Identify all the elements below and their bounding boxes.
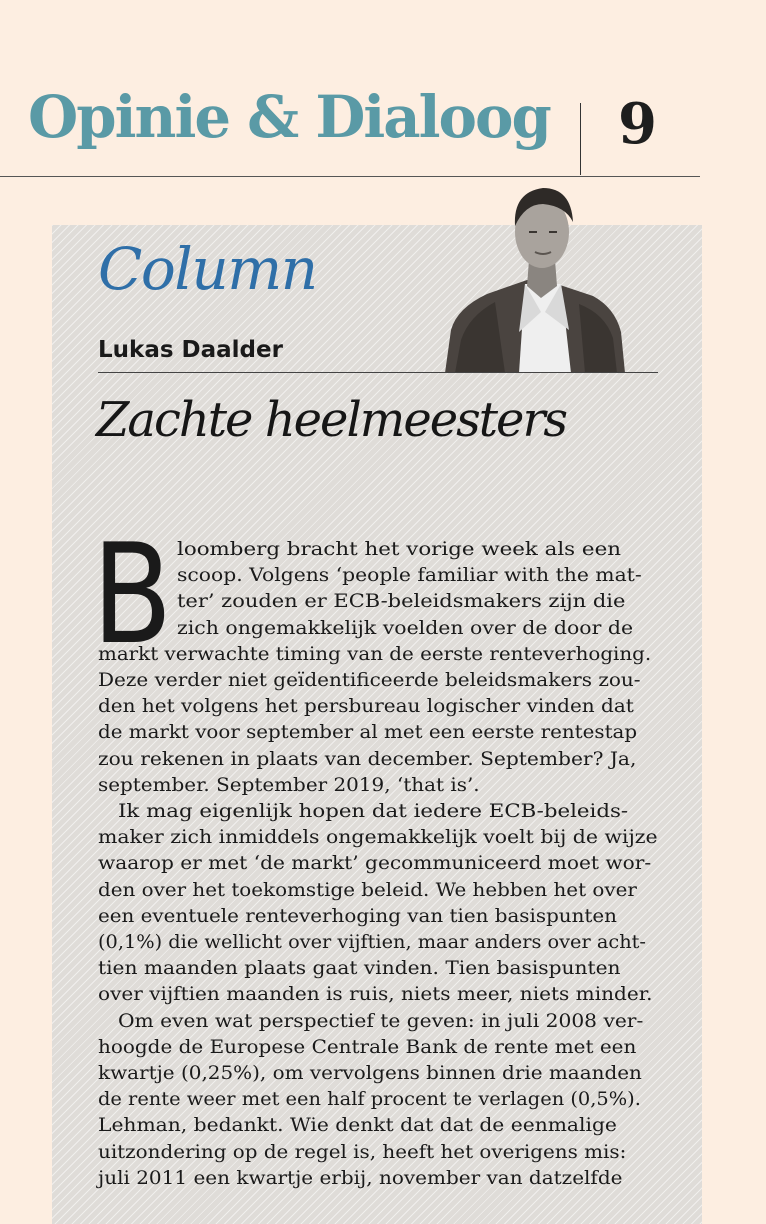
masthead-rule bbox=[0, 176, 700, 177]
article-line: Om even wat perspectief te geven: in juli 2008 ver- bbox=[118, 1009, 644, 1032]
article-line: tien maanden plaats gaat vinden. Tien basispunten bbox=[98, 957, 621, 980]
article-line: den het volgens het persbureau logischer vinden dat bbox=[98, 695, 634, 718]
article-line: een eventuele renteverhoging van tien basispunten bbox=[98, 904, 617, 927]
article-line: (0,1%) die wellicht over vijftien, maar anders over acht- bbox=[98, 931, 646, 953]
article-line: over vijftien maanden is ruis, niets meer, niets minder. bbox=[98, 983, 653, 1006]
article-line: juli 2011 een kwartje erbij, november van datzelfde bbox=[98, 1166, 623, 1189]
column-kicker: Column bbox=[98, 235, 317, 303]
article-line: de rente weer met een half procent te verlagen (0,5%). bbox=[98, 1088, 641, 1111]
article-line: waarop er met ‘de markt’ gecommuniceerd moet wor- bbox=[98, 852, 652, 875]
article-line: kwartje (0,25%), om vervolgens binnen drie maanden bbox=[98, 1062, 642, 1084]
article-line: september. September 2019, ‘that is’. bbox=[98, 773, 480, 796]
headline: Zachte heelmeesters bbox=[96, 392, 567, 448]
article-line: uitzondering op de regel is, heeft het overigens mis: bbox=[98, 1140, 627, 1163]
drop-cap: B bbox=[92, 514, 173, 675]
article-line: loomberg bracht het vorige week als een bbox=[177, 538, 621, 560]
article-line: de markt voor september al met een eerste rentestap bbox=[98, 721, 638, 744]
author-name: Lukas Daalder bbox=[98, 337, 283, 363]
article-line: zich ongemakkelijk voelden over de door de bbox=[177, 616, 634, 639]
article-line: den over het toekomstige beleid. We hebben het over bbox=[98, 878, 637, 901]
author-portrait-icon bbox=[445, 180, 625, 373]
masthead-divider bbox=[580, 103, 581, 175]
article-line: ter’ zouden er ECB-beleidsmakers zijn die bbox=[177, 590, 626, 613]
article-line: maker zich inmiddels ongemakkelijk voelt bij de wijze bbox=[98, 826, 658, 849]
section-masthead: Opinie & Dialoog bbox=[28, 83, 550, 151]
author-rule bbox=[98, 372, 658, 373]
article-line: zou rekenen in plaats van december. September? Ja, bbox=[98, 747, 637, 770]
article-line: hoogde de Europese Centrale Bank de rente met een bbox=[98, 1035, 637, 1058]
page-number: 9 bbox=[618, 91, 657, 157]
article-line: Lehman, bedankt. Wie denkt dat dat de eenmalige bbox=[98, 1114, 617, 1137]
article-line: scoop. Volgens ‘people familiar with the mat- bbox=[177, 564, 642, 587]
article-line: Deze verder niet geïdentificeerde beleidsmakers zou- bbox=[98, 669, 641, 691]
article-line: Ik mag eigenlijk hopen dat iedere ECB-beleids- bbox=[118, 800, 629, 822]
article-line: markt verwachte timing van de eerste renteverhoging. bbox=[98, 642, 652, 665]
